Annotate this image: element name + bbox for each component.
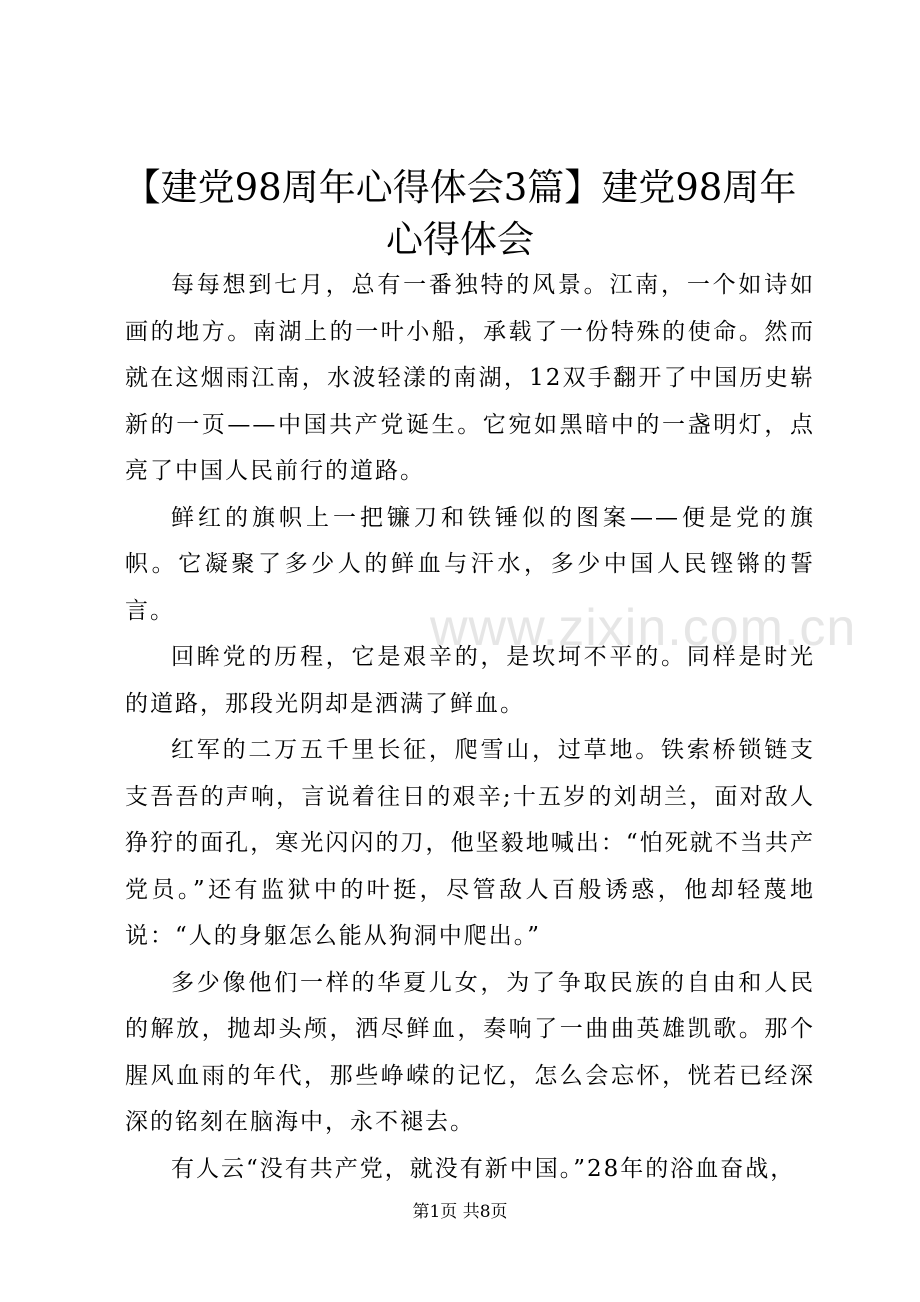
paragraph: 鲜红的旗帜上一把镰刀和铁锤似的图案——便是党的旗帜。它凝聚了多少人的鲜血与汗水，多少中国人民铿锵的誓言。 <box>125 504 815 624</box>
paragraph: 有人云“没有共产党，就没有新中国。”28年的浴血奋战， <box>171 1155 796 1182</box>
paragraph: 多少像他们一样的华夏儿女，为了争取民族的自由和人民的解放，抛却头颅，洒尽鲜血，奏响了一曲曲英雄凯歌。那个腥风血雨的年代，那些峥嵘的记忆，怎么会忘怀，恍若已经深深的铭刻在脑海中，永不褪去。 <box>125 969 815 1135</box>
watermark: www.zixin.com.cn <box>430 599 857 657</box>
document-body <box>125 262 815 1192</box>
page-footer <box>0 1200 920 1224</box>
document-title: 【建党98周年心得体会3篇】建党98周年心得体会 <box>123 166 797 261</box>
page-number-label: 第1页 共8页 <box>412 1202 508 1222</box>
paragraph: 每每想到七月，总有一番独特的风景。江南，一个如诗如画的地方。南湖上的一叶小船，承载了一份特殊的使命。然而就在这烟雨江南，水波轻漾的南湖，12双手翻开了中国历史崭新的一页——中国共产党诞生。它宛如黑暗中的一盏明灯，点亮了中国人民前行的道路。 <box>125 272 815 484</box>
paragraph: 红军的二万五千里长征，爬雪山，过草地。铁索桥锁链支支吾吾的声响，言说着往日的艰辛;十五岁的刘胡兰，面对敌人狰狞的面孔，寒光闪闪的刀，他坚毅地喊出：“怕死就不当共产党员。”还有监狱中的叶挺，尽管敌人百般诱惑，他却轻蔑地说：“人的身躯怎么能从狗洞中爬出。” <box>125 737 815 949</box>
paragraph: 回眸党的历程，它是艰辛的，是坎坷不平的。同样是时光的道路，那段光阴却是洒满了鲜血。 <box>125 644 815 717</box>
